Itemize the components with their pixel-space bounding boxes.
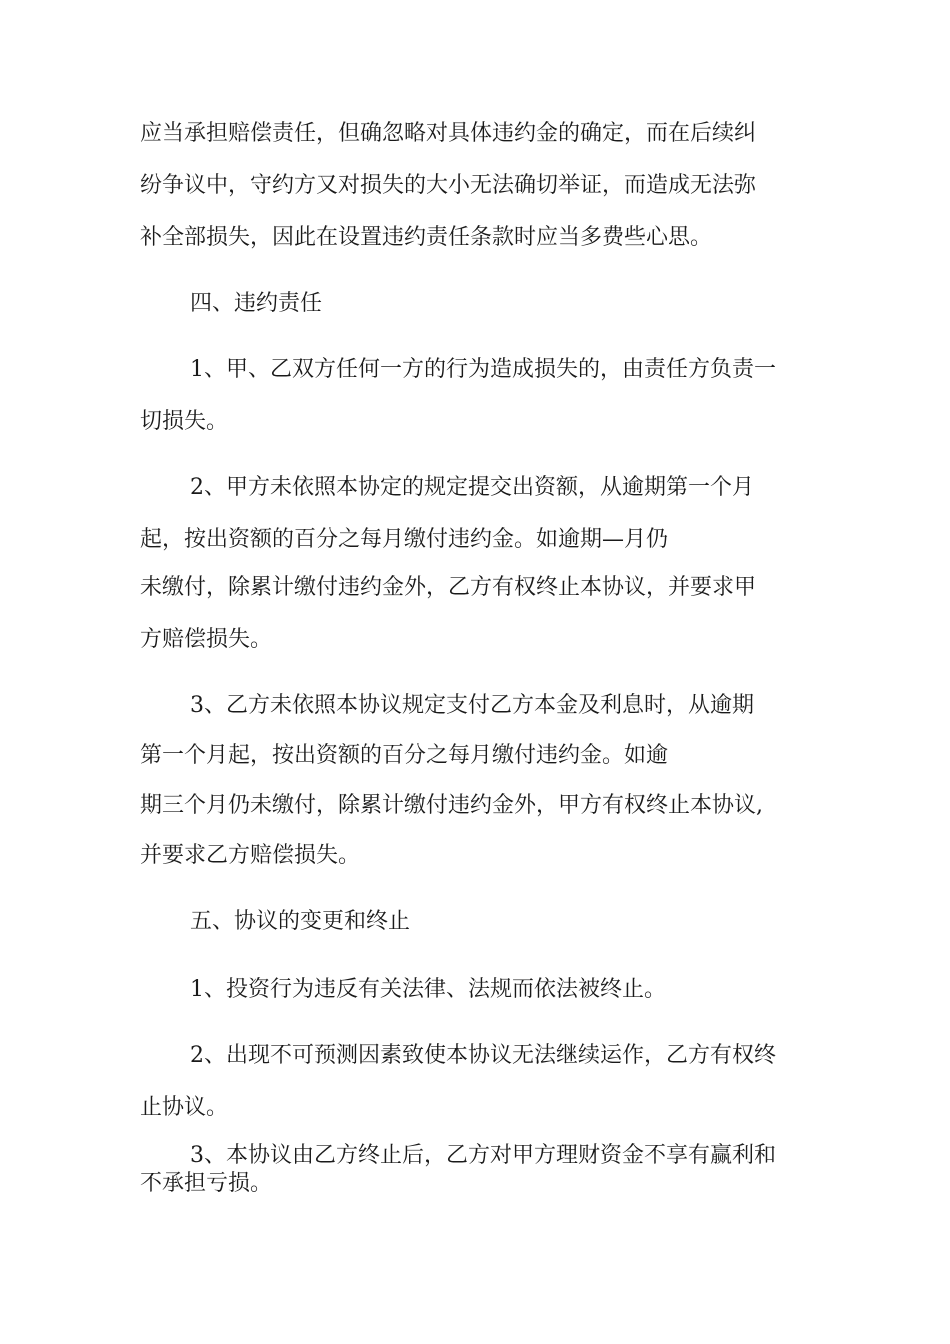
paragraph-line: 不承担亏损。 (140, 1171, 273, 1196)
paragraph-line: 切损失。 (140, 409, 229, 434)
paragraph-line: 1、投资行为违反有关法律、法规而依法被终止。 (190, 977, 666, 1002)
paragraph-line: 2、出现不可预测因素致使本协议无法继续运作，乙方有权终 (190, 1043, 776, 1068)
paragraph-line: 方赔偿损失。 (140, 627, 273, 652)
paragraph-line: 3、本协议由乙方终止后，乙方对甲方理财资金不享有赢利和 (190, 1143, 776, 1168)
paragraph-line: 1、甲、乙双方任何一方的行为造成损失的，由责任方负责一 (190, 357, 776, 382)
paragraph-line: 补全部损失，因此在设置违约责任条款时应当多费些心思。 (140, 225, 713, 250)
paragraph-line: 2、甲方未依照本协定的规定提交出资额，从逾期第一个月 (190, 475, 754, 500)
paragraph-line: 3、乙方未依照本协议规定支付乙方本金及利息时，从逾期 (190, 693, 754, 718)
paragraph-line: 期三个月仍未缴付，除累计缴付违约金外，甲方有权终止本协议, (140, 793, 763, 818)
paragraph-line: 未缴付，除累计缴付违约金外，乙方有权终止本协议，并要求甲 (140, 575, 757, 600)
paragraph-line: 起，按出资额的百分之每月缴付违约金。如逾期—月仍 (140, 527, 669, 552)
paragraph-line: 应当承担赔偿责任，但确忽略对具体违约金的确定，而在后续纠 (140, 121, 757, 146)
paragraph-line: 并要求乙方赔偿损失。 (140, 843, 361, 868)
paragraph-line: 纷争议中，守约方又对损失的大小无法确切举证，而造成无法弥 (140, 173, 757, 198)
section-heading-change-termination: 五、协议的变更和终止 (190, 909, 411, 934)
section-heading-breach: 四、违约责任 (190, 291, 323, 316)
paragraph-line: 第一个月起，按出资额的百分之每月缴付违约金。如逾 (140, 743, 669, 768)
paragraph-line: 止协议。 (140, 1095, 229, 1120)
